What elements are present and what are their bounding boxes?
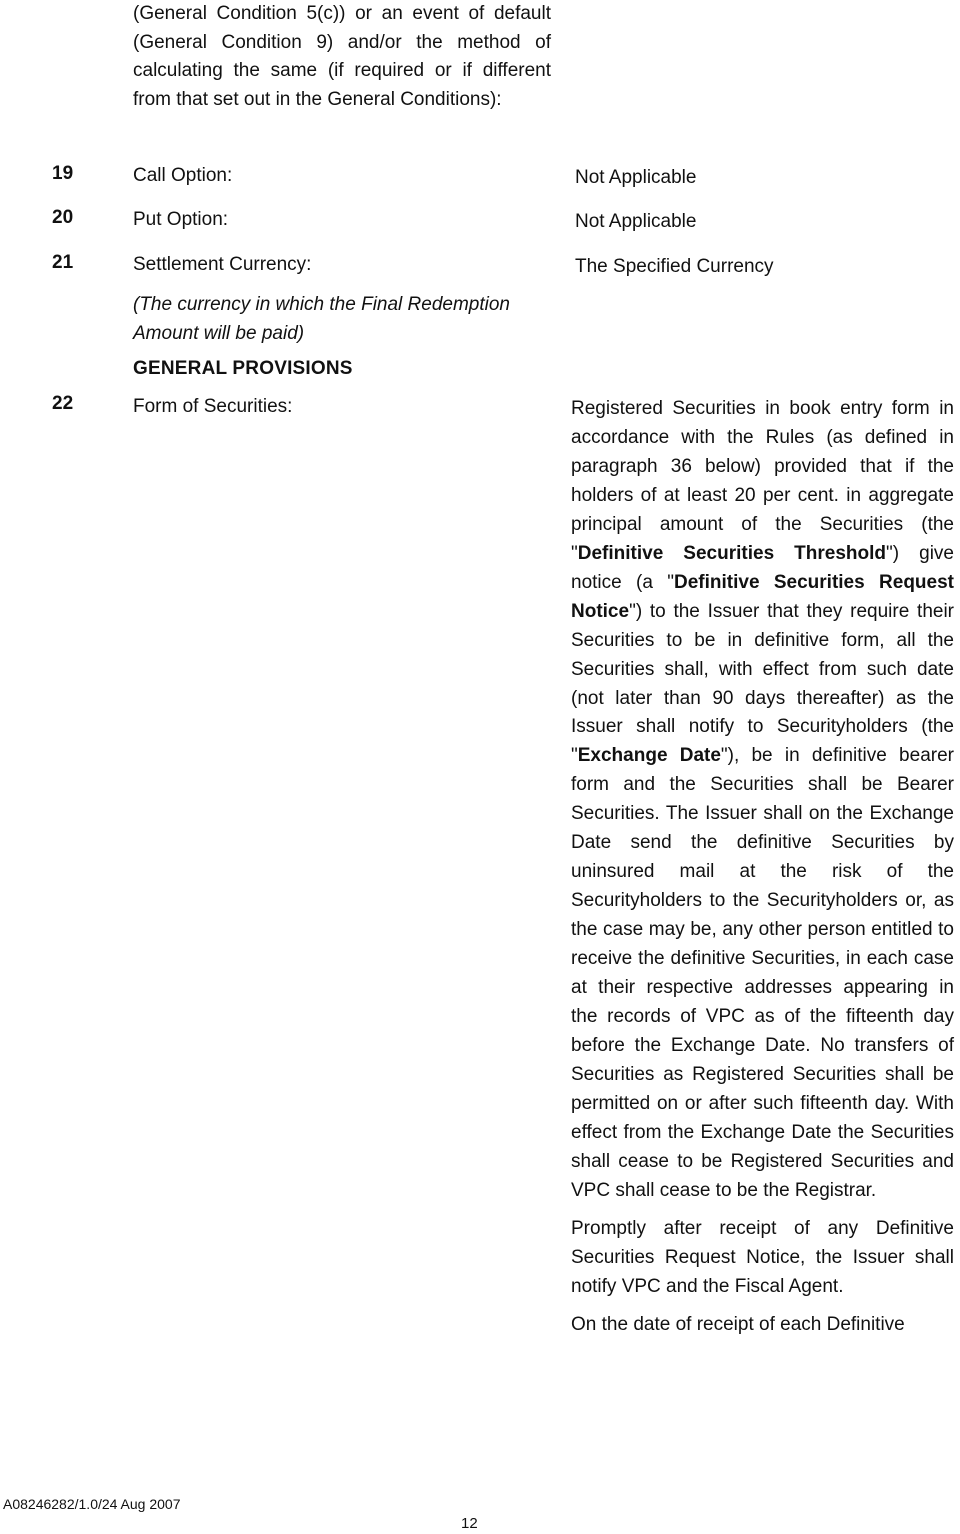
form-of-securities-paragraph-1 — [571, 395, 954, 1206]
settlement-currency-note: (The currency in which the Final Redemption Amount will be paid) — [133, 294, 511, 344]
page-number: 12 — [461, 1515, 478, 1532]
defined-term: Definitive Securities Threshold — [577, 542, 887, 564]
put-option-label: Put Option: — [133, 209, 229, 230]
text-run: "), be in definitive bearer form and the Securities shall be Bearer Securities. The Issuer shall on the Exchange Date send the definitive Securities by uninsured mail at the risk of the Securityholders to the Securityholders or, as the case may be, any other person entitled to receive the definitive Securities, in each case at their respective addresses appearing in the records of VPC as of the fifteenth day before the Exchange Date. No transfers of Securities as Registered Securities shall be permitted on or after such fifteenth day. With effect from the Exchange Date the Securities shall cease to be Registered Securities and VPC shall cease to be the Registrar. — [571, 745, 954, 1201]
document-reference: A08246282/1.0/24 Aug 2007 — [3, 1496, 181, 1512]
call-option-value: Not Applicable — [575, 167, 697, 188]
call-option-label: Call Option: — [133, 165, 233, 186]
form-of-securities-value — [571, 395, 954, 1340]
text-run: Registered Securities in book entry form in accordance with the Rules (as defined in paragraph 36 below) provided that if the holders of at least 20 per cent. in aggregate principal amount of the Securities (the " — [571, 398, 954, 564]
text-run: ") to the Issuer that they require their Securities to be in definitive form, all the Securities shall, with effect from such date (not later than 90 days thereafter) as the Issuer shall notify to Securityholders (the " — [571, 600, 954, 767]
item-number-19: 19 — [52, 163, 74, 184]
item-number-21: 21 — [52, 252, 74, 273]
put-option-value: Not Applicable — [575, 211, 697, 232]
item-18-continuation: (General Condition 5(c)) or an event of default (General Condition 9) and/or the method of calculating the same (if required or if different from that set out in the General Conditions): — [133, 3, 551, 110]
form-of-securities-paragraph-3: On the date of receipt of each Definitive — [571, 1313, 905, 1335]
defined-term: Definitive Securities Request Notice — [571, 571, 954, 622]
settlement-currency-value: The Specified Currency — [575, 256, 774, 277]
section-heading: GENERAL PROVISIONS — [133, 358, 353, 379]
form-of-securities-label: Form of Securities: — [133, 396, 293, 417]
defined-term: Exchange Date — [577, 745, 721, 767]
item-number-22: 22 — [52, 393, 74, 414]
item-number-20: 20 — [52, 207, 74, 228]
settlement-currency-label: Settlement Currency: — [133, 254, 312, 275]
form-of-securities-paragraph-2: Promptly after receipt of any Definitive Securities Request Notice, the Issuer shall notify VPC and the Fiscal Agent. — [571, 1217, 954, 1297]
text-run: ") give notice (a " — [571, 542, 954, 593]
